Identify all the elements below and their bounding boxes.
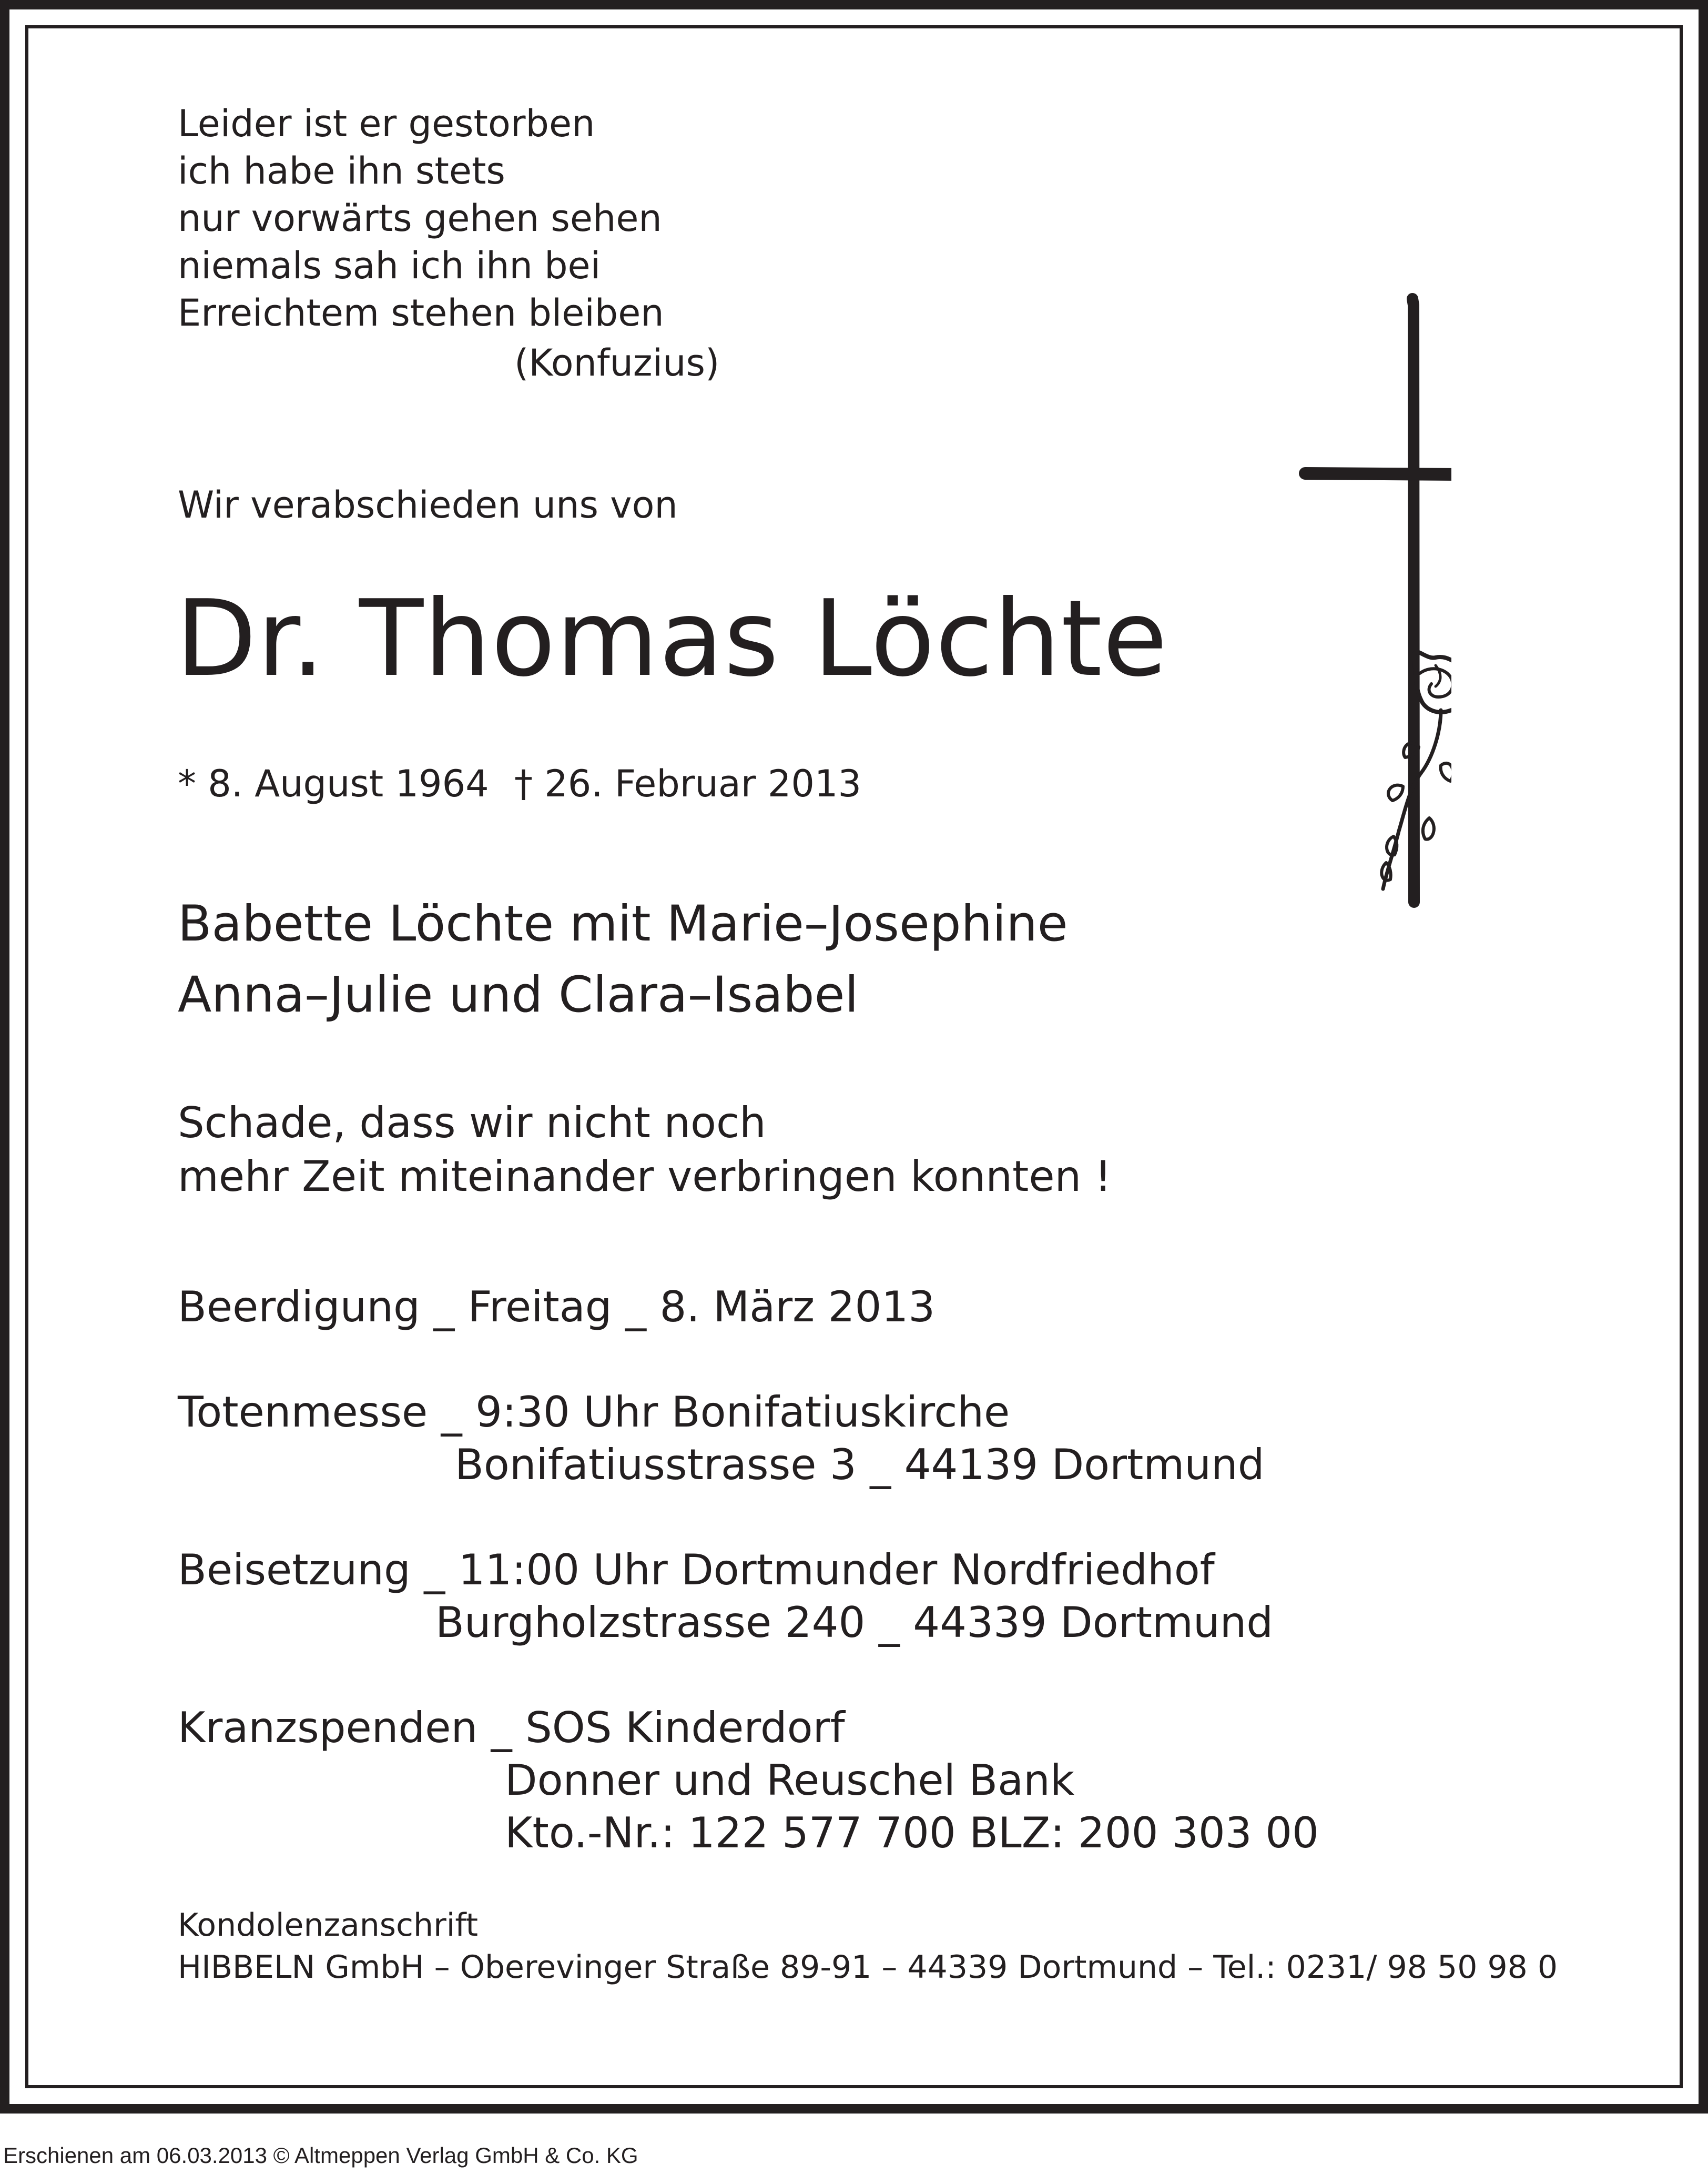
burial: Beisetzung _ 11:00 Uhr Dortmunder Nordfriedhof (178, 1545, 1215, 1594)
family-names: Babette Löchte mit Marie–Josephine (178, 895, 1068, 953)
intro-text: Wir verabschieden uns von (178, 483, 678, 527)
deceased-name: Dr. Thomas Löchte (176, 578, 1168, 700)
wreath-donations: Kranzspenden _ SOS Kinderdorf (178, 1703, 845, 1752)
condolence-label: Kondolenzanschrift (178, 1907, 478, 1944)
cross-with-rose-icon (1283, 274, 1451, 921)
requiem-address: Bonifatiusstrasse 3 _ 44139 Dortmund (455, 1440, 1265, 1489)
condolence-address: HIBBELN GmbH – Oberevinger Straße 89-91 – 44339 Dortmund – Tel.: 0231/ 98 50 98 0 (178, 1949, 1558, 1986)
burial-address: Burgholzstrasse 240 _ 44339 Dortmund (435, 1598, 1274, 1647)
poem-line: niemals sah ich ihn bei (178, 244, 601, 287)
donation-bank: Donner und Reuschel Bank (505, 1756, 1075, 1805)
farewell-quote: Schade, dass wir nicht noch (178, 1098, 766, 1147)
donation-account: Kto.-Nr.: 122 577 700 BLZ: 200 303 00 (505, 1808, 1319, 1857)
family-names: Anna–Julie und Clara–Isabel (178, 966, 859, 1024)
funeral-date: Beerdigung _ Freitag _ 8. März 2013 (178, 1282, 936, 1331)
publication-footer: Erschienen am 06.03.2013 © Altmeppen Verlag GmbH & Co. KG (3, 2143, 638, 2168)
poem-line: ich habe ihn stets (178, 149, 505, 193)
poem-line: Erreichtem stehen bleiben (178, 291, 664, 335)
poem-line: Leider ist er gestorben (178, 102, 595, 145)
requiem-mass: Totenmesse _ 9:30 Uhr Bonifatiuskirche (178, 1388, 1010, 1437)
farewell-quote: mehr Zeit miteinander verbringen konnten ! (178, 1152, 1112, 1201)
death-date: † 26. Februar 2013 (514, 762, 861, 805)
poem-line: nur vorwärts gehen sehen (178, 197, 662, 240)
birth-date: * 8. August 1964 (178, 762, 489, 805)
poem-author: (Konfuzius) (514, 341, 720, 385)
